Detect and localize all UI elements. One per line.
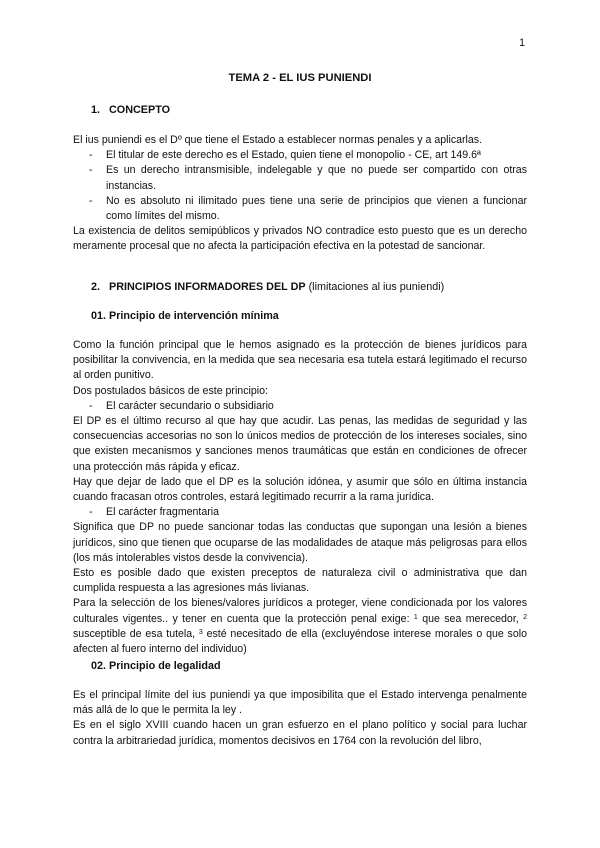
- principle-2-heading: 02. Principio de legalidad: [91, 660, 221, 672]
- concept-bullet: - El titular de este derecho es el Estado, quien tiene el monopolio - CE, art 149.6ª: [73, 148, 527, 163]
- section-1-number: 1.: [91, 104, 101, 116]
- dash-marker: -: [89, 164, 93, 177]
- section-1-title: CONCEPTO: [109, 104, 170, 116]
- superscript-2: 2: [523, 613, 527, 621]
- section-2-title: PRINCIPIOS INFORMADORES DEL DP: [109, 281, 306, 293]
- principle-1-body: [73, 338, 527, 657]
- principle-1-heading: 01. Principio de intervención mínima: [91, 310, 279, 322]
- concept-closing: La existencia de delitos semipúblicos y privados NO contradice esto puesto que es un derecho meramente procesal que no afecta la participación efectiva en la potestad de sancionar.: [73, 225, 527, 253]
- section-1-body: [73, 133, 527, 255]
- document-title: TEMA 2 - EL IUS PUNIENDI: [228, 72, 372, 84]
- concept-intro: El ius puniendi es el Dº que tiene el Estado a establecer normas penales y a aplicarlas.: [73, 134, 483, 146]
- paragraph: Esto es posible dado que existen preceptos de naturaleza civil o administrativa que dan cumplida respuesta a las agresiones más livianas.: [73, 567, 527, 595]
- dash-marker: -: [89, 506, 93, 519]
- principle-2-body: [73, 688, 527, 749]
- paragraph: Es en el siglo XVIII cuando hacen un gran esfuerzo en el plano político y social para luchar contra la arbitrariedad jurídica, momentos decisivos en 1764 con la revolución del libro,: [73, 719, 527, 747]
- paragraph: Hay que dejar de lado que el DP es la solución idónea, y asumir que sólo en última instancia cuando fracasan otros controles, estará legitimado recurrir a la rama jurídica.: [73, 475, 527, 504]
- section-1-heading: [91, 104, 170, 116]
- dash-marker: -: [89, 399, 93, 412]
- paragraph: Es el principal límite del ius puniendi ya que imposibilita que el Estado intervenga penalmente más allá de lo que le permita la ley .: [73, 689, 527, 717]
- paragraph: Como la función principal que le hemos asignado es la protección de bienes jurídicos para posibilitar la convivencia, en la medida que sea necesaria esa tutela estará legitimado el recurso al orden punitivo.: [73, 339, 527, 382]
- concept-bullet: - No es absoluto ni ilimitado pues tiene una serie de principios que vienen a funcionar como límites del mismo.: [89, 194, 527, 223]
- postulate-bullet: - El carácter fragmentaria: [73, 505, 527, 520]
- concept-bullet: - Es un derecho intransmisible, indelegable y que no puede ser compartido con otras instancias.: [89, 164, 527, 192]
- paragraph: Significa que DP no puede sancionar todas las conductas que supongan una lesión a bienes jurídicos, sino que tienen que ocuparse de las modalidades de ataque más peligrosas para ellos (los más intolerables vistos desde la convivencia).: [73, 521, 527, 564]
- paragraph: Para la selección de los bienes/valores jurídicos a proteger, viene condicionada por los valores culturales vigentes.. y tener en cuenta que la protección penal exige: $^1$ que sea merecedor, $^2$ susceptible de esa tutela, $^3$ esté necesitado de ella (excluyéndose interese morales o que solo afecten al fuero interno del individuo): [73, 597, 527, 656]
- section-2-note: (limitaciones al ius puniendi): [305, 281, 445, 293]
- section-2-number: 2.: [91, 281, 101, 293]
- paragraph: El DP es el último recurso al que hay que acudir. Las penas, las medidas de seguridad y las consecuencias accesorias no son lo únicos medios de protección de los intereses sociales, sino que existen mecanismos y sanciones menos traumáticas que están en condiciones de ofrecer una protección más rápida y eficaz.: [73, 415, 527, 473]
- section-2-heading: [91, 281, 444, 293]
- postulate-bullet: - El carácter secundario o subsidiario: [73, 399, 527, 414]
- paragraph: Dos postulados básicos de este principio:: [73, 384, 268, 397]
- page-number: 1: [519, 37, 525, 49]
- dash-marker: -: [89, 194, 93, 207]
- dash-marker: -: [89, 149, 93, 162]
- superscript-1: 1: [413, 613, 418, 621]
- superscript-3: 3: [198, 628, 203, 636]
